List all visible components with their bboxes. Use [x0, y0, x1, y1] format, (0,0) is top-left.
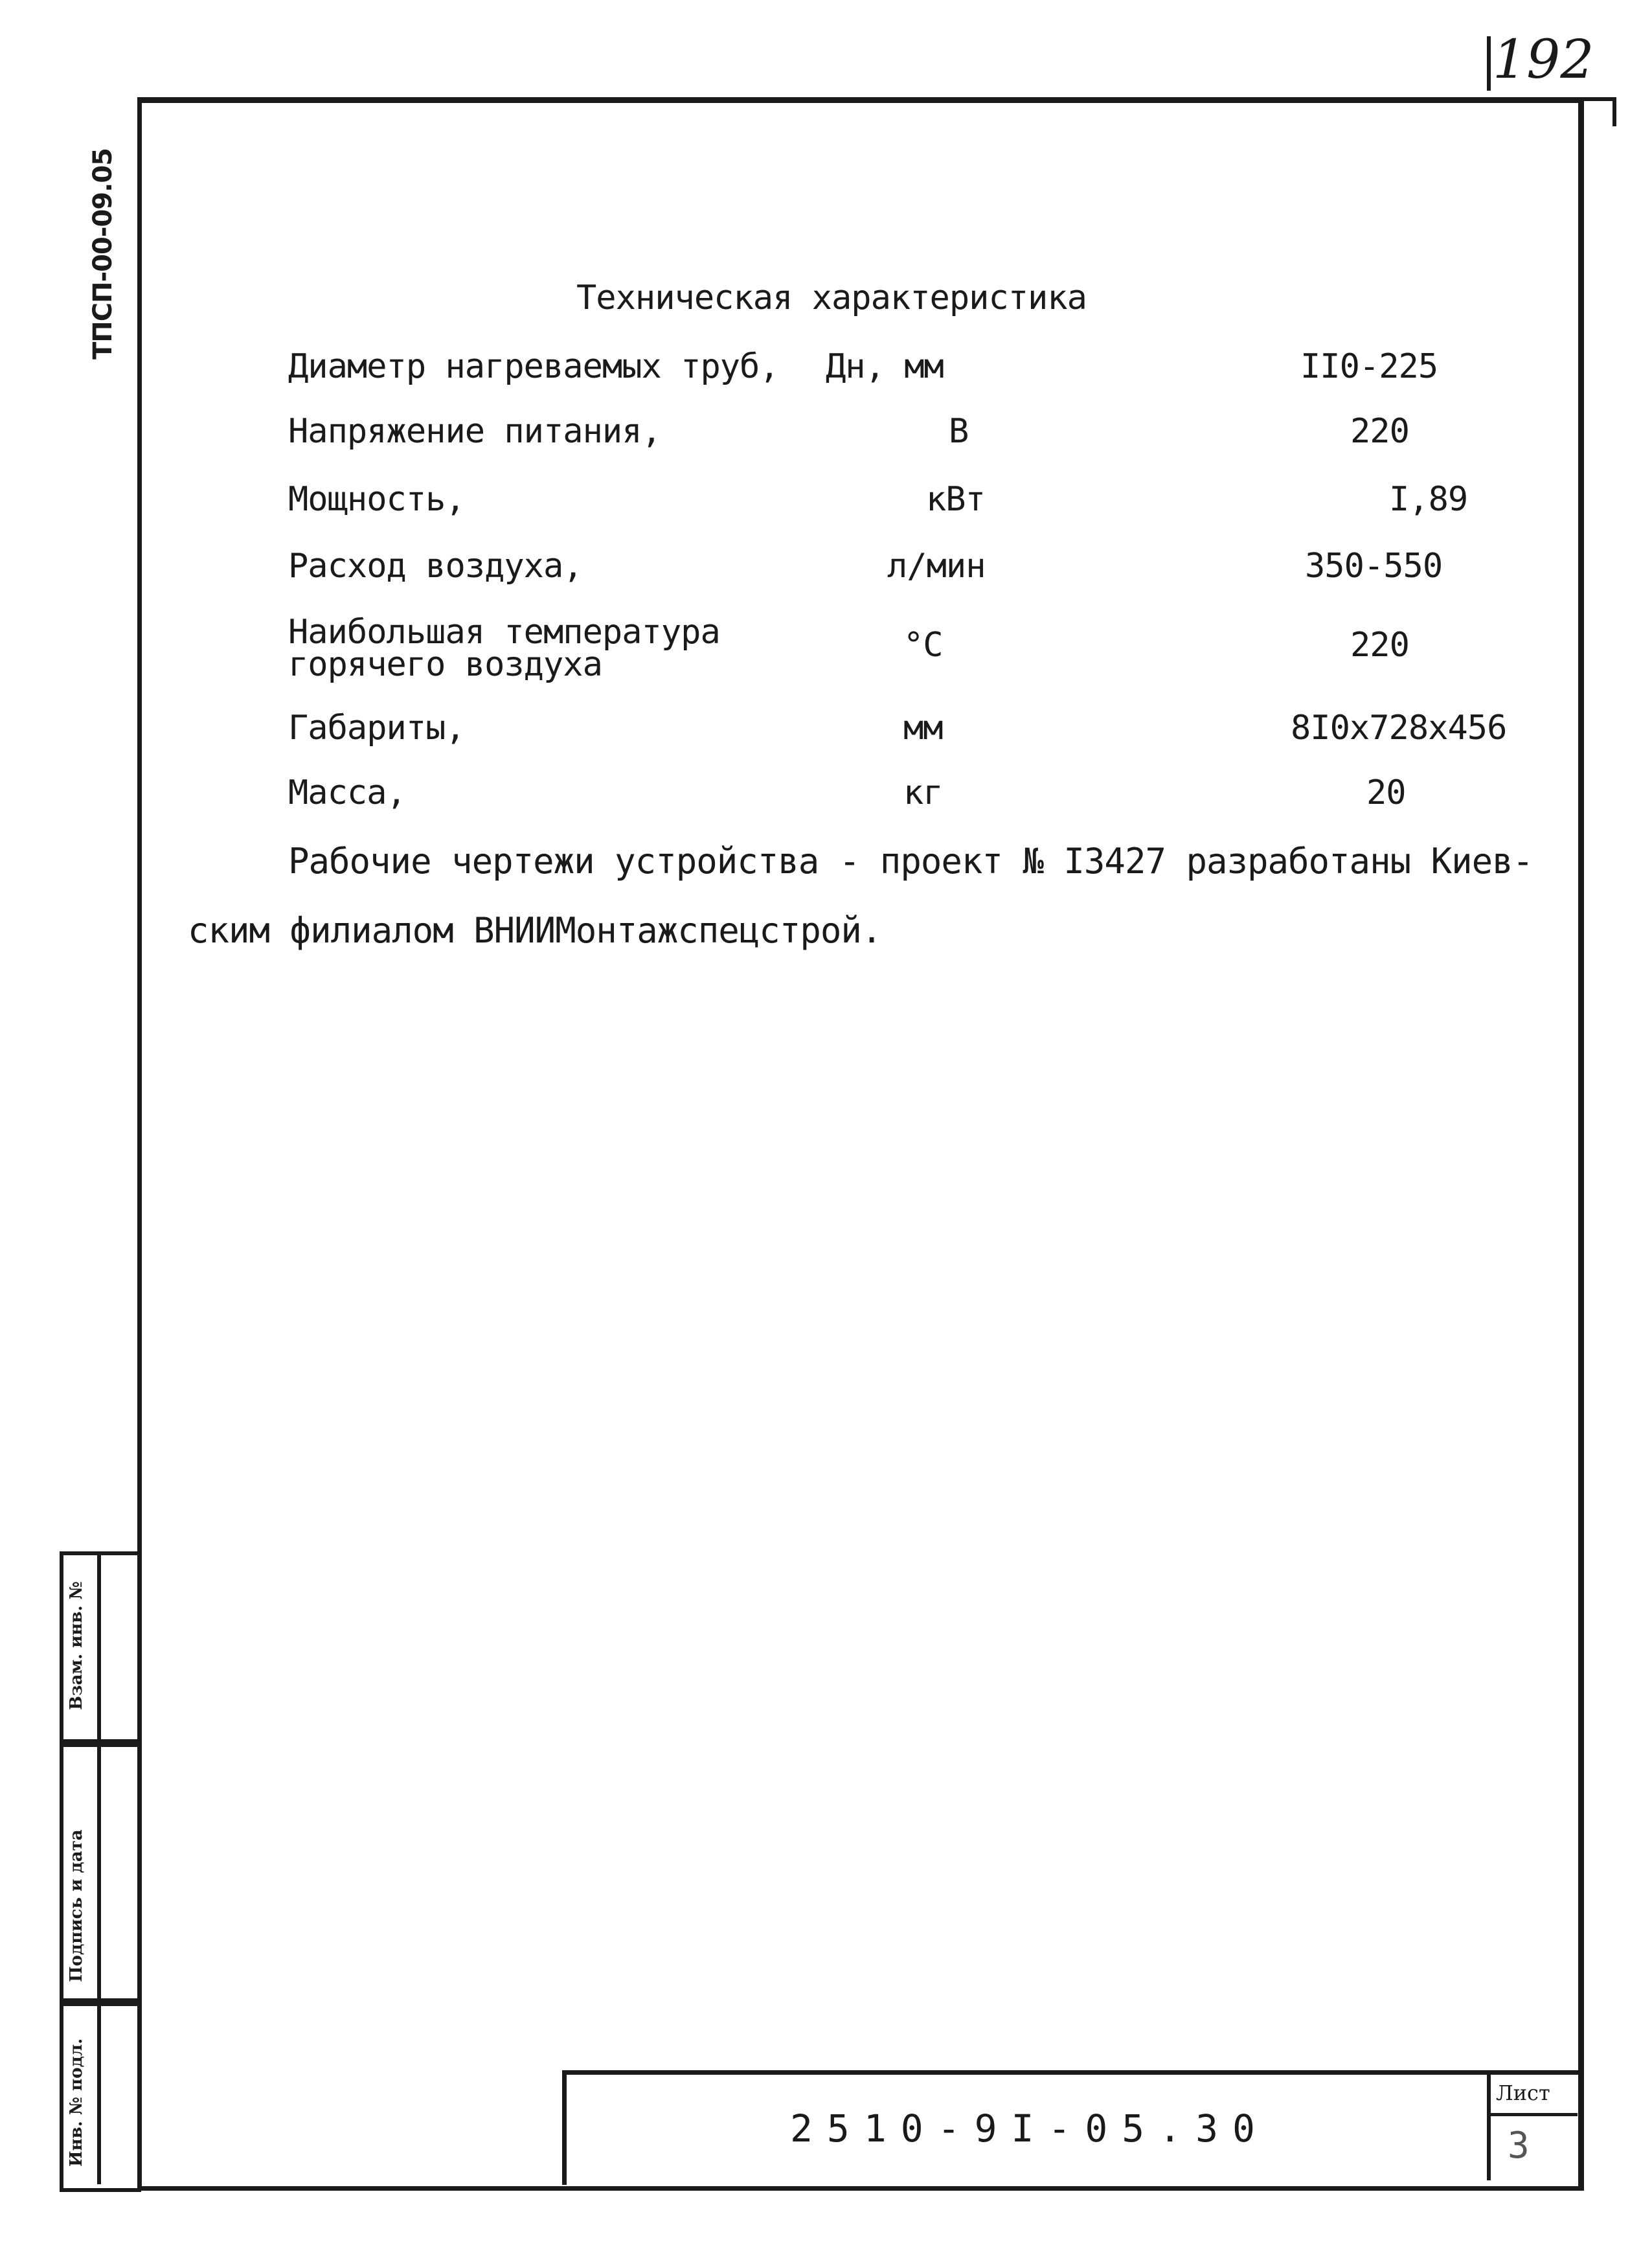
page-number: 192	[1493, 29, 1594, 91]
spec-value-diameter: II0-225	[1300, 347, 1438, 386]
drawing-frame	[137, 97, 1584, 2191]
spec-label-dimensions: Габариты,	[288, 709, 465, 748]
document-code-vertical: ТПСП-00-09.05	[88, 148, 118, 360]
spec-label-airflow: Расход воздуха,	[288, 547, 583, 586]
spec-label-mass: Масса,	[288, 773, 406, 812]
paragraph-line-1: Рабочие чертежи устройства - проект № I3427 разработаны Киев-	[288, 841, 1533, 882]
sheet-cell-divider	[1487, 2113, 1578, 2116]
spec-value-mass: 20	[1366, 773, 1406, 812]
page-title: Техническая характеристика	[576, 279, 1087, 317]
spec-unit-voltage: В	[949, 412, 969, 451]
frame-tick-vertical	[1612, 97, 1616, 126]
spec-label-diameter: Диаметр нагреваемых труб,	[288, 347, 779, 386]
document-number: 2510-9I-05.30	[790, 2106, 1269, 2151]
spec-value-dimensions: 8I0x728x456	[1291, 709, 1507, 748]
spec-unit-power: кВт	[926, 480, 985, 519]
side-stamp-inner-line	[97, 1551, 101, 2184]
page-number-bar	[1487, 36, 1491, 91]
spec-value-max-temp: 220	[1350, 626, 1409, 665]
spec-label-power: Мощность,	[288, 480, 465, 519]
spec-value-power: I,89	[1389, 480, 1468, 519]
side-label-podpis-data: Подпись и дата	[67, 1829, 86, 1982]
paragraph-line-2: ским филиалом ВНИИМонтажспецстрой.	[188, 910, 882, 951]
sheet-label: Лист	[1496, 2081, 1550, 2105]
spec-label-max-temp-line2: горячего воздуха	[288, 645, 602, 684]
frame-tick	[1574, 97, 1616, 101]
spec-value-airflow: 350-550	[1305, 547, 1443, 586]
spec-unit-dimensions: мм	[903, 709, 943, 748]
sheet-value: 3	[1508, 2125, 1530, 2167]
spec-unit-mass: кг	[903, 773, 943, 812]
spec-unit-max-temp: °C	[903, 626, 943, 665]
side-label-vzam-inv: Взам. инв. №	[67, 1581, 86, 1710]
spec-unit-diameter: Дн, мм	[826, 347, 944, 386]
side-label-inv-podl: Инв. № подл.	[67, 2038, 86, 2167]
spec-unit-airflow: л/мин	[887, 547, 986, 586]
spec-label-voltage: Напряжение питания,	[288, 412, 661, 451]
spec-label-max-temp-line1: Наибольшая температура	[288, 613, 720, 652]
spec-value-voltage: 220	[1350, 412, 1409, 451]
